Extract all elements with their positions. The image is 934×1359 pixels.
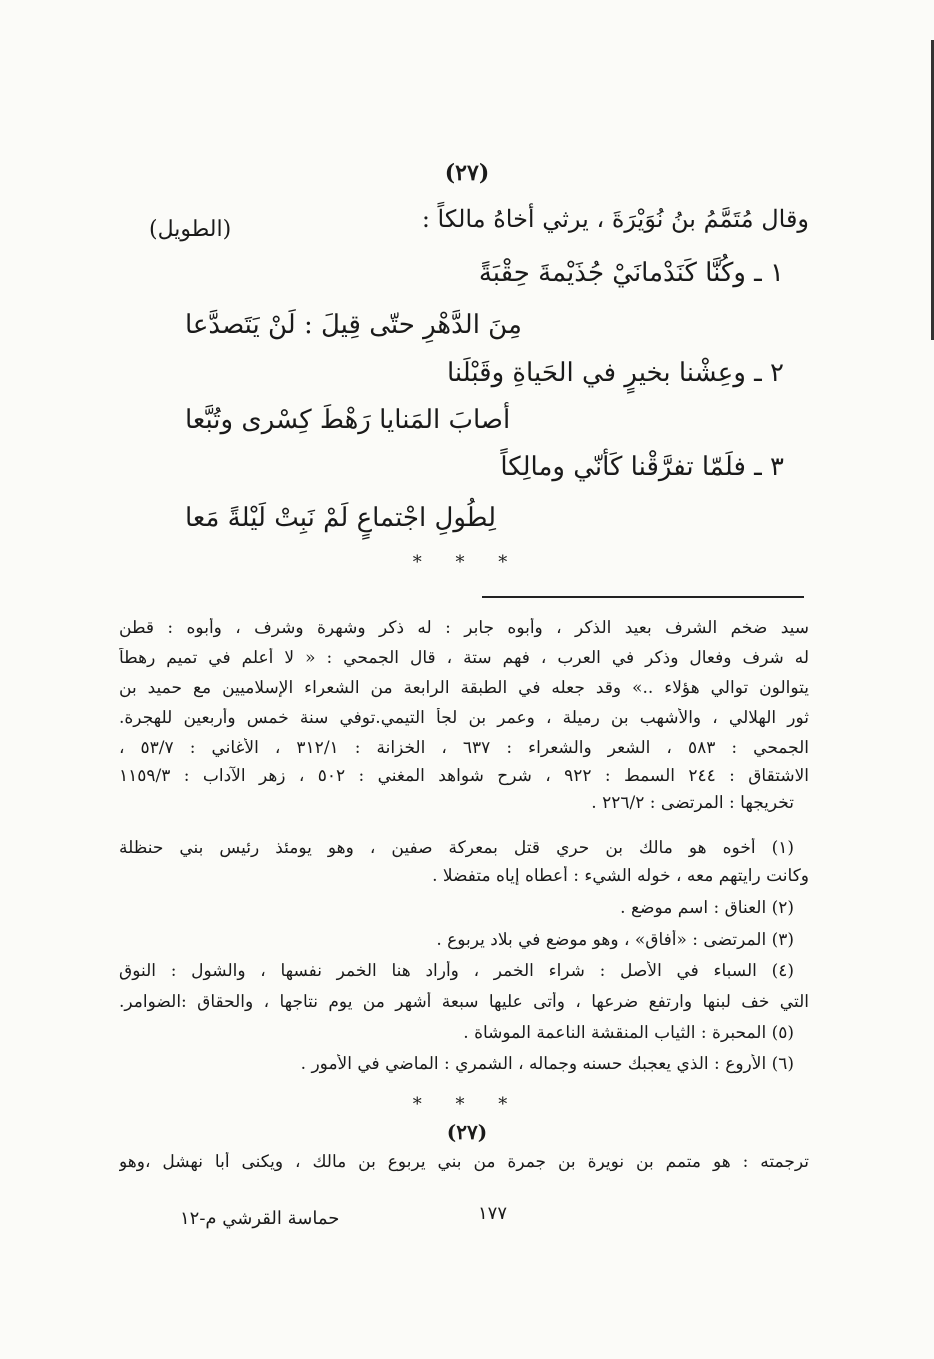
verse-3-first-hemistich: ٣ ـ فلَمّا تفرَّقْنا كَأنّي ومالِكاً	[500, 452, 784, 482]
footnote-separator	[482, 596, 804, 598]
bio-line-2: له شرف وفعال وذكر في العرب ، فهم ستة ، قال الجمحي : « لا أعلم في تميم رهطاً	[119, 648, 809, 668]
note-4-line-2: التي خف لبنها وارتفع ضرعها ، وأتى عليها سبعة أشهر من يوم نتاجها ، والحقاق :الضوامر.	[119, 992, 809, 1012]
footnote-divider-stars: * * *	[412, 1094, 522, 1115]
poem-number: (٢٧)	[444, 160, 490, 186]
note-3: (٣) المرتضى : «أفاق» ، وهو موضع في بلاد يربوع .	[436, 930, 794, 950]
note-6: (٦) الأروع : الذي يعجبك حسنه وجماله ، الشمري : الماضي في الأمور .	[300, 1054, 794, 1074]
footer-signature: حماسة القرشي م-١٢	[180, 1208, 340, 1229]
bio-line-1: سيد ضخم الشرف بعيد الذكر ، وأبوه جابر : له ذكر وشهرة وشرف ، وأبوه : قطن	[119, 618, 809, 638]
verse-2-first-hemistich: ٢ ـ وعِشْنا بخيرٍ في الحَياةِ وقَبْلَنا	[446, 358, 784, 388]
meter-label: (الطويل)	[149, 217, 232, 242]
bio-line-6: الاشتقاق : ٢٤٤ السمط : ٩٢٢ ، شرح شواهد المغني : ٥٠٢ ، زهر الآداب : ١١٥٩/٣	[119, 766, 809, 786]
verse-1-first-hemistich: ١ ـ وكُنَّا كَنَدْمانَيْ جُذَيْمةَ حِقْبَةً	[478, 258, 784, 288]
page-number: ١٧٧	[478, 1203, 508, 1224]
note-4-line-1: (٤) السباء في الأصل : شراء الخمر ، وأراد هنا الخمر نفسها ، والشول : النوق	[119, 961, 794, 981]
bio-line-7: تخريجها : المرتضى : ٢٢٦/٢ .	[591, 793, 794, 813]
note-1-line-1: (١) أخوه هو مالك بن حري قتل بمعركة صفين ، وهو يومئذ رئيس بني حنظلة	[119, 838, 794, 858]
bio-start: ترجمته : هو متمم بن نويرة بن جمرة من بني يربوع بن مالك ، ويكنى أبا نهشل ،وهو	[119, 1152, 809, 1172]
verse-1-second-hemistich: مِنَ الدَّهْرِ حتّى قِيلَ : لَنْ يَتَصدَّعا	[185, 310, 522, 340]
verse-2-second-hemistich: أصابَ المَنايا رَهْطَ كِسْرى وتُبَّعا	[185, 405, 511, 435]
verse-3-second-hemistich: لِطُولِ اجْتماعٍ لَمْ نَبِتْ لَيْلةً مَعا	[185, 503, 497, 533]
bio-line-5: الجمحي : ٥٨٣ ، الشعر والشعراء : ٦٣٧ ، الخزانة : ٣١٢/١ ، الأغاني : ٥٣/٧ ،	[119, 738, 809, 758]
bio-line-4: ثور الهلالي ، والأشهب بن رميلة ، وعمر بن لجأ التيمي.توفي سنة خمس وأربعين للهجرة.	[119, 708, 809, 728]
bio-line-3: يتوالون توالي هؤلاء ..» وقد جعله في الطبقة الرابعة من الشعراء الإسلاميين مع حميد بن	[119, 678, 809, 698]
note-2: (٢) العناق : اسم موضع .	[620, 898, 794, 918]
intro-text: وقال مُتَمَّمُ بنُ نُوَيْرَةَ ، يرثي أخاهُ مالكاً :	[421, 205, 809, 233]
note-1-line-2: وكانت رايتهم معه ، خوله الشيء : أعطاه إياه متفضلا .	[432, 866, 809, 886]
note-5: (٥) المحبرة : الثياب المنقشة الناعمة الموشاة .	[463, 1023, 794, 1043]
section-divider-stars: * * *	[412, 552, 522, 573]
bio-number: (٢٧)	[446, 1120, 488, 1144]
